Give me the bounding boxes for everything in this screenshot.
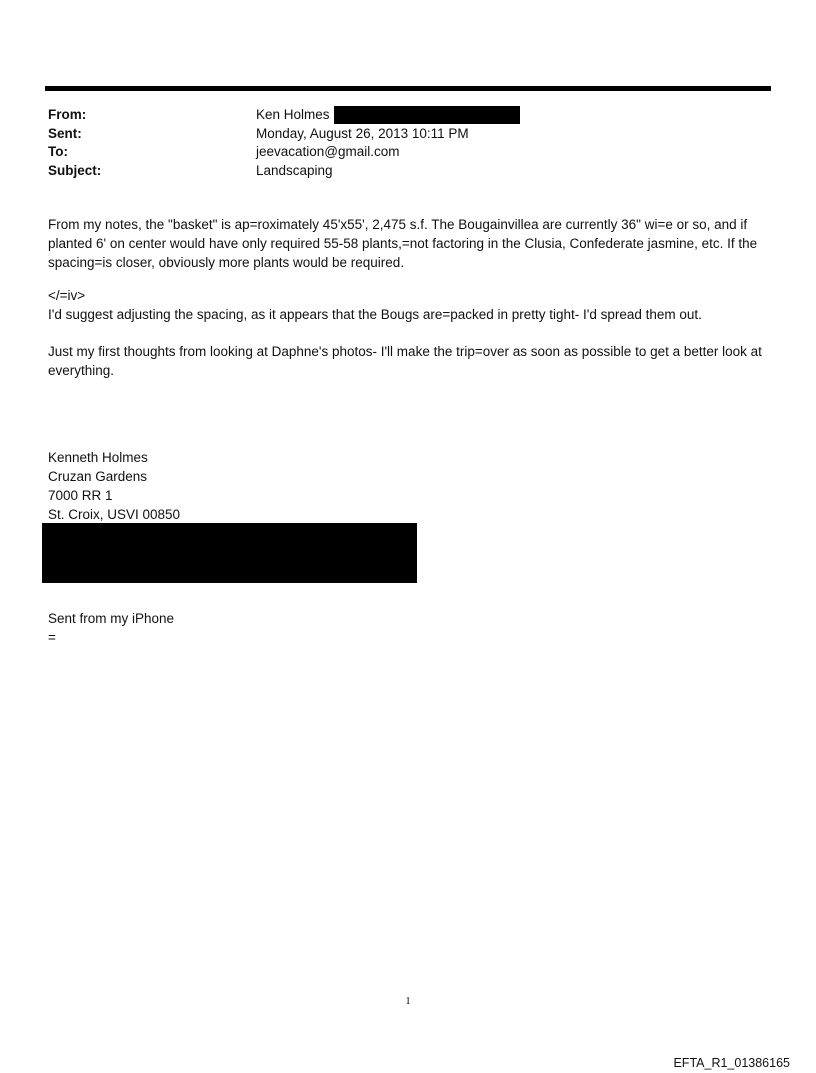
signature-company: Cruzan Gardens (48, 469, 148, 484)
email-header (48, 106, 768, 180)
signature-address-line: St. Croix, USVI 00850 (48, 507, 181, 522)
email-body-closing (48, 342, 774, 380)
body-paragraph: I'd suggest adjusting the spacing, as it appears that the Bougs are=packed in pretty tight- I'd spread them out. (48, 307, 702, 322)
to-value: jeevacation@gmail.com (256, 144, 400, 159)
body-paragraph: Just my first thoughts from looking at Daphne's photos- I'll make the trip=over as soon as possible to get a better look at everything. (48, 344, 762, 378)
email-body-continued (48, 286, 774, 324)
signature-address-line: 7000 RR 1 (48, 488, 113, 503)
header-divider (45, 86, 771, 91)
redaction-block (42, 523, 417, 583)
subject-row (48, 162, 768, 181)
sent-value: Monday, August 26, 2013 10:11 PM (256, 125, 469, 141)
markup-fragment: </=iv> (48, 288, 86, 303)
to-label: To: (48, 144, 68, 159)
subject-value: Landscaping (256, 162, 333, 178)
from-label: From: (48, 107, 87, 122)
page-number: 1 (405, 995, 411, 1007)
trailing-character: = (48, 630, 56, 645)
sent-from-line: Sent from my iPhone (48, 611, 175, 626)
from-row (48, 106, 768, 125)
sent-row (48, 125, 768, 144)
email-footer (48, 609, 774, 647)
from-value (256, 106, 520, 125)
email-body (48, 215, 774, 272)
signature-name: Kenneth Holmes (48, 450, 148, 465)
sender-name: Ken Holmes (256, 107, 330, 122)
signature-block (48, 448, 774, 524)
body-paragraph: From my notes, the "basket" is ap=roximately 45'x55', 2,475 s.f. The Bougainvillea are currently 36" wi=e or so, and if planted 6' on center would have only required 55-58 plants,=not factoring in the Clusia, Confederate jasmine, etc. If the spacing=is closer, obviously more plants would be required. (48, 217, 758, 270)
redaction-bar (334, 106, 520, 124)
subject-label: Subject: (48, 162, 102, 178)
sent-label: Sent: (48, 125, 82, 141)
document-id: EFTA_R1_01386165 (673, 1056, 790, 1070)
to-row (48, 143, 768, 162)
